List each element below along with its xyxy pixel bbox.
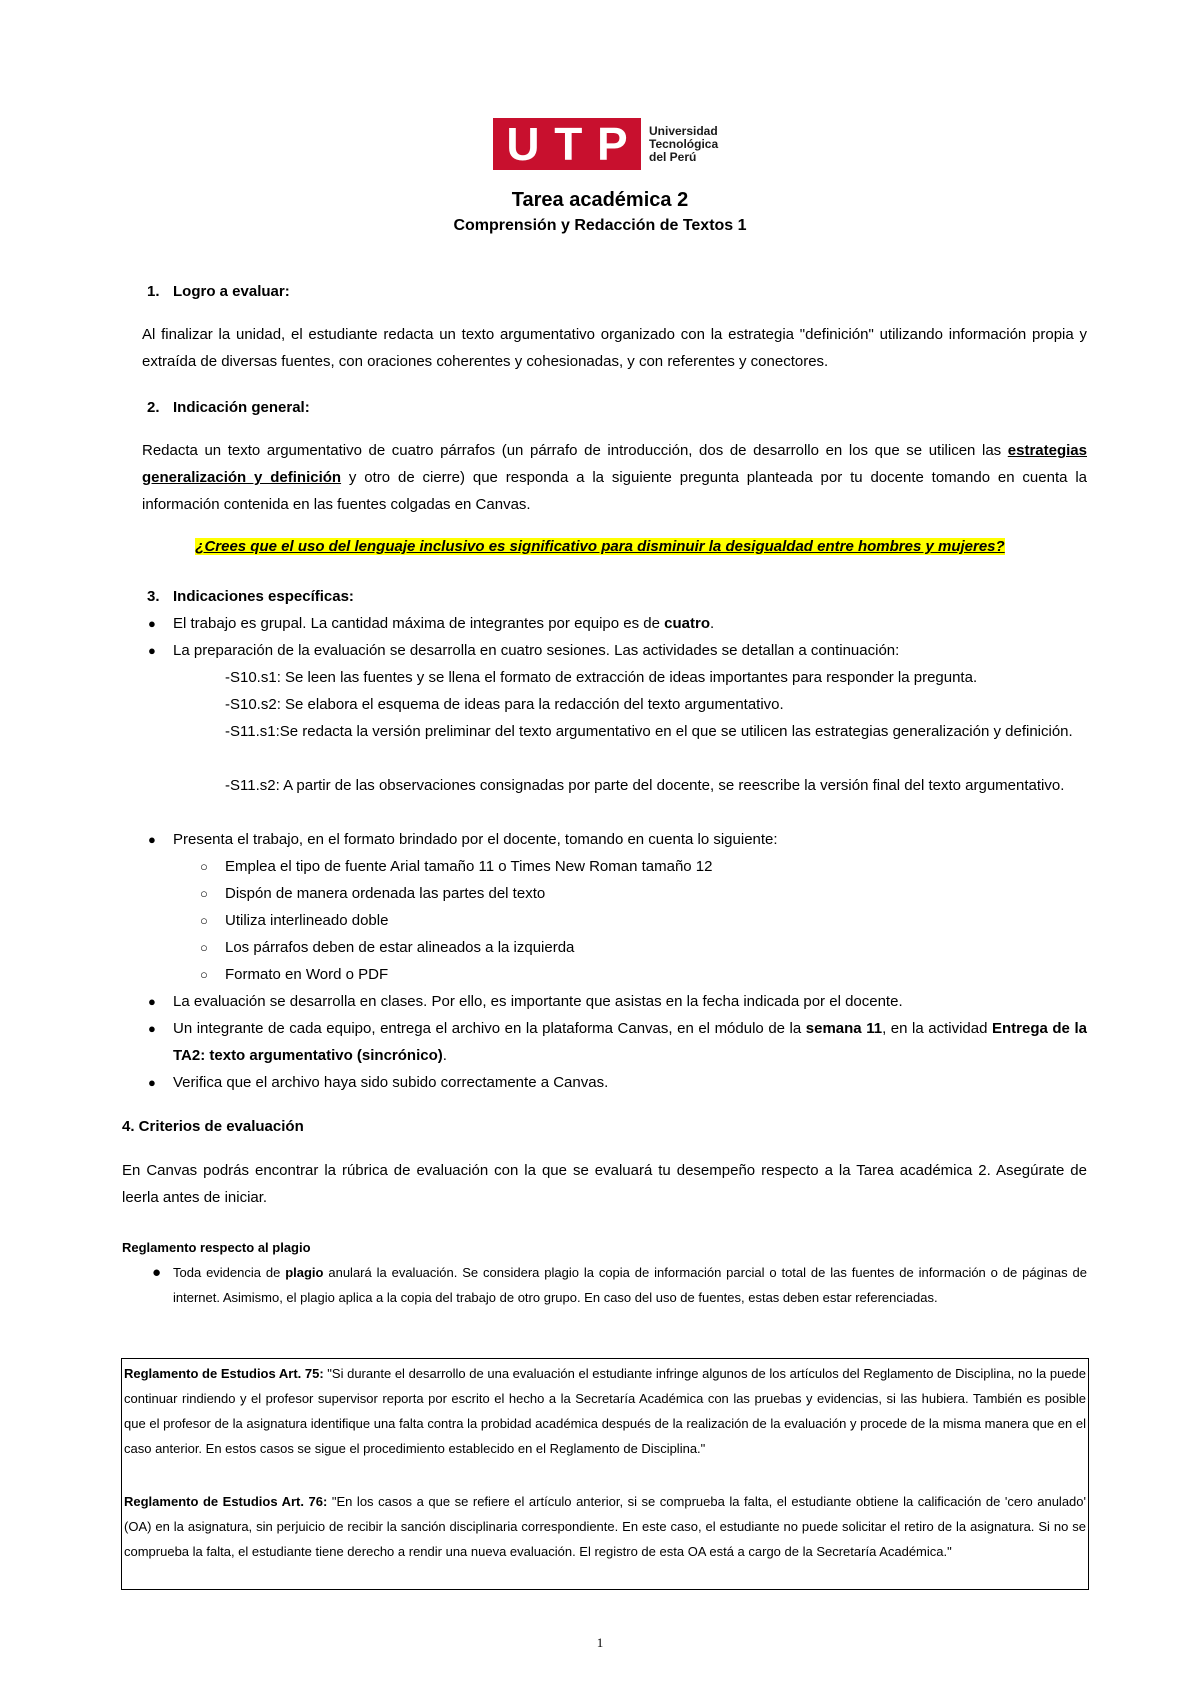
page-subtitle: Comprensión y Redacción de Textos 1 [453, 217, 747, 234]
section3-number: 3. [147, 588, 160, 605]
b5-week: semana 11 [805, 1020, 883, 1037]
art76-label: Reglamento de Estudios Art. 76: [124, 1494, 328, 1509]
art76-paragraph [124, 1489, 1086, 1564]
section2-strategies: estrategias generalización y definición [142, 442, 1087, 486]
reglamento-box [121, 1358, 1089, 1590]
session-s10-s1: -S10.s1: Se leen las fuentes y se llena el formato de extracción de ideas importantes para responder la pregunta. [225, 669, 978, 686]
logo-letter-p: P [596, 118, 628, 170]
logo-line-2: Tecnológica [649, 136, 719, 151]
plagio-text-c: anulará la evaluación. Se considera plagio la copia de información parcial o total de las fuentes de información o de páginas de internet. Asimismo, el plagio aplica a la copia del trabajo de otro grupo. En caso del uso de fuentes, estas deben estar referenciadas. [173, 1265, 1087, 1305]
list-item: La evaluación se desarrolla en clases. Por ello, es importante que asistas en la fecha indicada por el docente. [173, 993, 903, 1010]
circle-bullet-icon: ○ [200, 859, 208, 874]
circle-bullet-icon: ○ [200, 940, 208, 955]
logo-letter-t: T [554, 118, 583, 170]
logo-line-3: del Perú [649, 149, 697, 164]
circle-bullet-icon: ○ [200, 913, 208, 928]
page-title: Tarea académica 2 [511, 189, 689, 211]
bullet-icon: ● [148, 643, 156, 658]
section2-heading: Indicación general: [173, 399, 310, 416]
plagio-text [173, 1260, 1087, 1310]
b5-text-c: , en la actividad [882, 1020, 992, 1037]
section4-text: En Canvas podrás encontrar la rúbrica de evaluación con la que se evaluará tu desempeño respecto a la Tarea académica 2. Asegúrate de leerla antes de iniciar. [122, 1162, 1087, 1206]
session-s10-s2: -S10.s2: Se elabora el esquema de ideas para la redacción del texto argumentativo. [225, 696, 784, 713]
bullet-icon: ● [148, 1021, 156, 1036]
section2-text [142, 437, 1087, 518]
logo-letter-u: U [506, 118, 540, 170]
list-item: La preparación de la evaluación se desarrolla en cuatro sesiones. Las actividades se detallan a continuación: [173, 642, 900, 659]
bullet-icon: ● [148, 832, 156, 847]
section4-heading: 4. Criterios de evaluación [122, 1118, 304, 1135]
section2-number: 2. [147, 399, 160, 416]
session-s11-s2: -S11.s2: A partir de las observaciones consignadas por parte del docente, se reescribe la versión final del texto argumentativo. [225, 777, 1065, 794]
section1-number: 1. [147, 283, 160, 300]
list-item [173, 1015, 1087, 1069]
bullet-icon: ● [148, 994, 156, 1009]
art75-paragraph [124, 1361, 1086, 1461]
logo-wordmark [649, 125, 718, 164]
section1-heading: Logro a evaluar: [173, 283, 290, 300]
b1-bold: cuatro [664, 615, 710, 632]
section2-text-c: y otro de cierre) que responda a la siguiente pregunta planteada por tu docente tomando en cuenta la información contenida en las fuentes colgadas en Canvas. [142, 469, 1087, 513]
art75-label: Reglamento de Estudios Art. 75: [124, 1366, 324, 1381]
bullet-icon: ● [152, 1264, 162, 1281]
logo-letters-box [493, 118, 641, 170]
list-item: Presenta el trabajo, en el formato brindado por el docente, tomando en cuenta lo siguiente: [173, 831, 778, 848]
logo-line-1: Universidad [649, 123, 718, 138]
section3-heading: Indicaciones específicas: [173, 588, 354, 605]
bullet-icon: ● [148, 1075, 156, 1090]
sub-list-item: Dispón de manera ordenada las partes del texto [225, 885, 546, 902]
b5-text-a: Un integrante de cada equipo, entrega el archivo en la plataforma Canvas, en el módulo de la [173, 1020, 806, 1037]
plagio-bold: plagio [285, 1265, 324, 1280]
plagio-heading: Reglamento respecto al plagio [122, 1240, 311, 1255]
art75-text: "Si durante el desarrollo de una evaluación el estudiante infringe algunos de los artículos del Reglamento de Disciplina, no la puede continuar rindiendo y el profesor supervisor reporta por escrito el hecho a la Secretaría Académica con las pruebas y evidencias, si las hubiera. También es posible que el profesor de la asignatura identifique una falta contra la probidad académica después de la realización de la evaluación y procede de la misma manera que en el caso anterior. En estos casos se sigue el procedimiento establecido en el Reglamento de Disciplina." [124, 1366, 1086, 1456]
sub-list-item: Los párrafos deben de estar alineados a la izquierda [225, 939, 575, 956]
b5-end: . [442, 1047, 447, 1064]
question-line [0, 533, 1200, 560]
sub-list-item: Emplea el tipo de fuente Arial tamaño 11 o Times New Roman tamaño 12 [225, 858, 713, 875]
utp-logo [493, 118, 718, 170]
b5-activity: Entrega de la TA2: texto argumentativo (sincrónico) [173, 1020, 1087, 1064]
b1-end: . [709, 615, 715, 632]
list-item: Verifica que el archivo haya sido subido correctamente a Canvas. [173, 1074, 609, 1091]
sub-list-item: Utiliza interlineado doble [225, 912, 389, 929]
bullet-icon: ● [148, 616, 156, 631]
session-s11-s1: -S11.s1:Se redacta la versión preliminar del texto argumentativo en el que se utilicen las estrategias generalización y definición. [225, 723, 1073, 740]
b1-text: El trabajo es grupal. La cantidad máxima de integrantes por equipo es de [173, 615, 665, 632]
guiding-question: ¿Crees que el uso del lenguaje inclusivo es significativo para disminuir la desigualdad entre hombres y mujeres? [195, 538, 1005, 555]
page-number: 1 [596, 1635, 604, 1650]
art76-text: "En los casos a que se refiere el artículo anterior, si se comprueba la falta, el estudiante obtiene la calificación de 'cero anulado' (OA) en la asignatura, sin perjuicio de recibir la sanción disciplinaria correspondiente. En este caso, el estudiante no puede solicitar el retiro de la asignatura. Si no se comprueba la falta, el estudiante tiene derecho a rendir una nueva evaluación. El registro de esta OA está a cargo de la Secretaría Académica." [124, 1494, 1086, 1559]
sub-list-item: Formato en Word o PDF [225, 966, 389, 983]
circle-bullet-icon: ○ [200, 886, 208, 901]
circle-bullet-icon: ○ [200, 967, 208, 982]
plagio-text-a: Toda evidencia de [173, 1265, 286, 1280]
list-item [173, 610, 1087, 637]
section2-text-a: Redacta un texto argumentativo de cuatro párrafos (un párrafo de introducción, dos de desarrollo en los que se utilicen las [142, 442, 1008, 459]
section1-text: Al finalizar la unidad, el estudiante redacta un texto argumentativo organizado con la estrategia "definición" utilizando información propia y extraída de diversas fuentes, con oraciones coherentes y cohesionadas, y con referentes y conectores. [142, 326, 1087, 370]
